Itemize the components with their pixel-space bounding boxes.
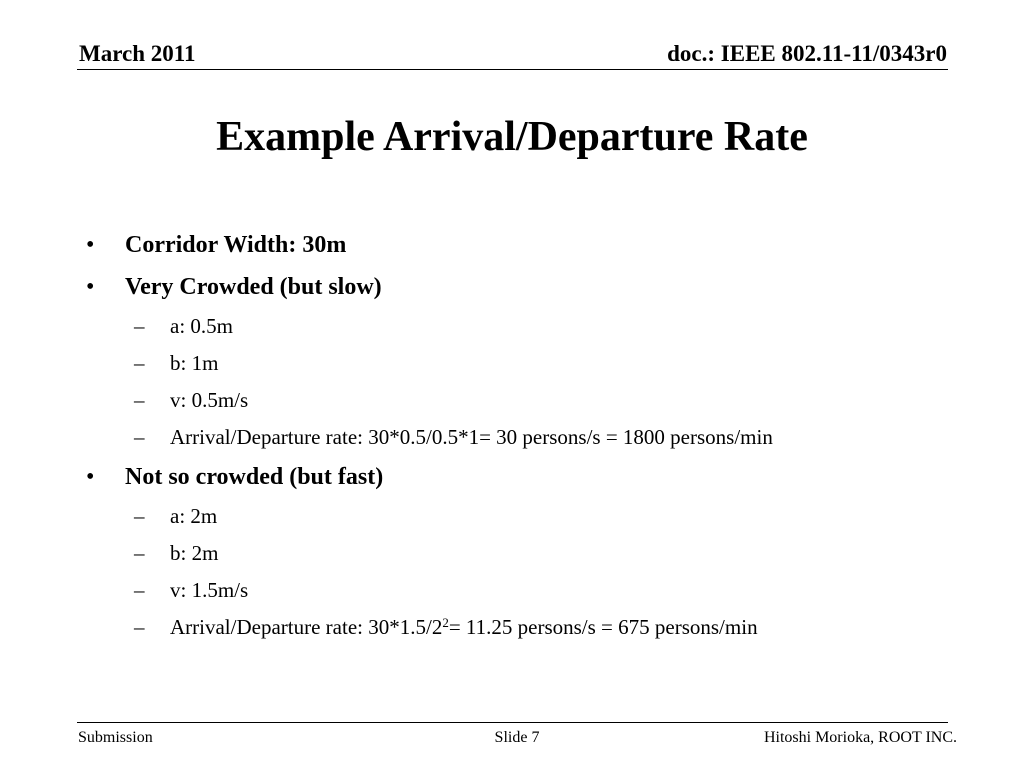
rate-formula-exponent: 2	[442, 615, 449, 630]
sub-item-text: a: 0.5m	[170, 314, 233, 338]
bullet-text: Corridor Width: 30m	[125, 232, 347, 258]
dash-marker: –	[134, 541, 145, 565]
sub-item-text: b: 2m	[170, 541, 219, 565]
sub-item-b	[86, 539, 773, 567]
sub-item-text: Arrival/Departure rate: 30*0.5/0.5*1= 30 persons/s = 1800 persons/min	[170, 425, 773, 449]
dash-marker: –	[134, 388, 145, 412]
footer-slide-number: Slide 7	[494, 729, 540, 746]
header-divider	[77, 69, 948, 70]
header-doc-id: doc.: IEEE 802.11-11/0343r0	[667, 41, 947, 66]
slide-title: Example Arrival/Departure Rate	[216, 114, 808, 160]
dash-marker: –	[134, 615, 145, 639]
sub-item-text: b: 1m	[170, 351, 219, 375]
sub-item-v	[86, 386, 773, 414]
dash-marker: –	[134, 425, 145, 449]
sub-item-b	[86, 349, 773, 377]
sub-item-text: v: 1.5m/s	[170, 578, 249, 602]
sub-item-a	[86, 502, 773, 530]
bullet-marker: •	[86, 464, 95, 490]
sub-item-text: v: 0.5m/s	[170, 388, 249, 412]
sub-item-rate	[86, 613, 773, 641]
bullet-very-crowded	[86, 271, 773, 303]
rate-formula-suffix: = 11.25 persons/s = 675 persons/min	[448, 615, 758, 639]
bullet-marker: •	[86, 232, 95, 258]
bullet-marker: •	[86, 274, 95, 300]
bullet-text: Not so crowded (but fast)	[125, 464, 384, 490]
bullet-text: Very Crowded (but slow)	[125, 274, 382, 300]
bullet-corridor-width	[86, 229, 773, 261]
footer-author: Hitoshi Morioka, ROOT INC.	[763, 729, 957, 746]
bullet-list	[86, 229, 773, 641]
rate-formula	[170, 615, 758, 639]
dash-marker: –	[134, 578, 145, 602]
dash-marker: –	[134, 314, 145, 338]
rate-formula-prefix: Arrival/Departure rate: 30*1.5/2	[170, 615, 443, 639]
dash-marker: –	[134, 351, 145, 375]
sub-item-text: a: 2m	[170, 504, 218, 528]
footer-divider	[77, 722, 948, 723]
sub-item-rate	[86, 423, 773, 451]
header-date: March 2011	[79, 41, 196, 66]
sub-item-v	[86, 576, 773, 604]
footer-submission: Submission	[78, 729, 153, 746]
dash-marker: –	[134, 504, 145, 528]
sub-item-a	[86, 312, 773, 340]
bullet-not-so-crowded	[86, 461, 773, 493]
